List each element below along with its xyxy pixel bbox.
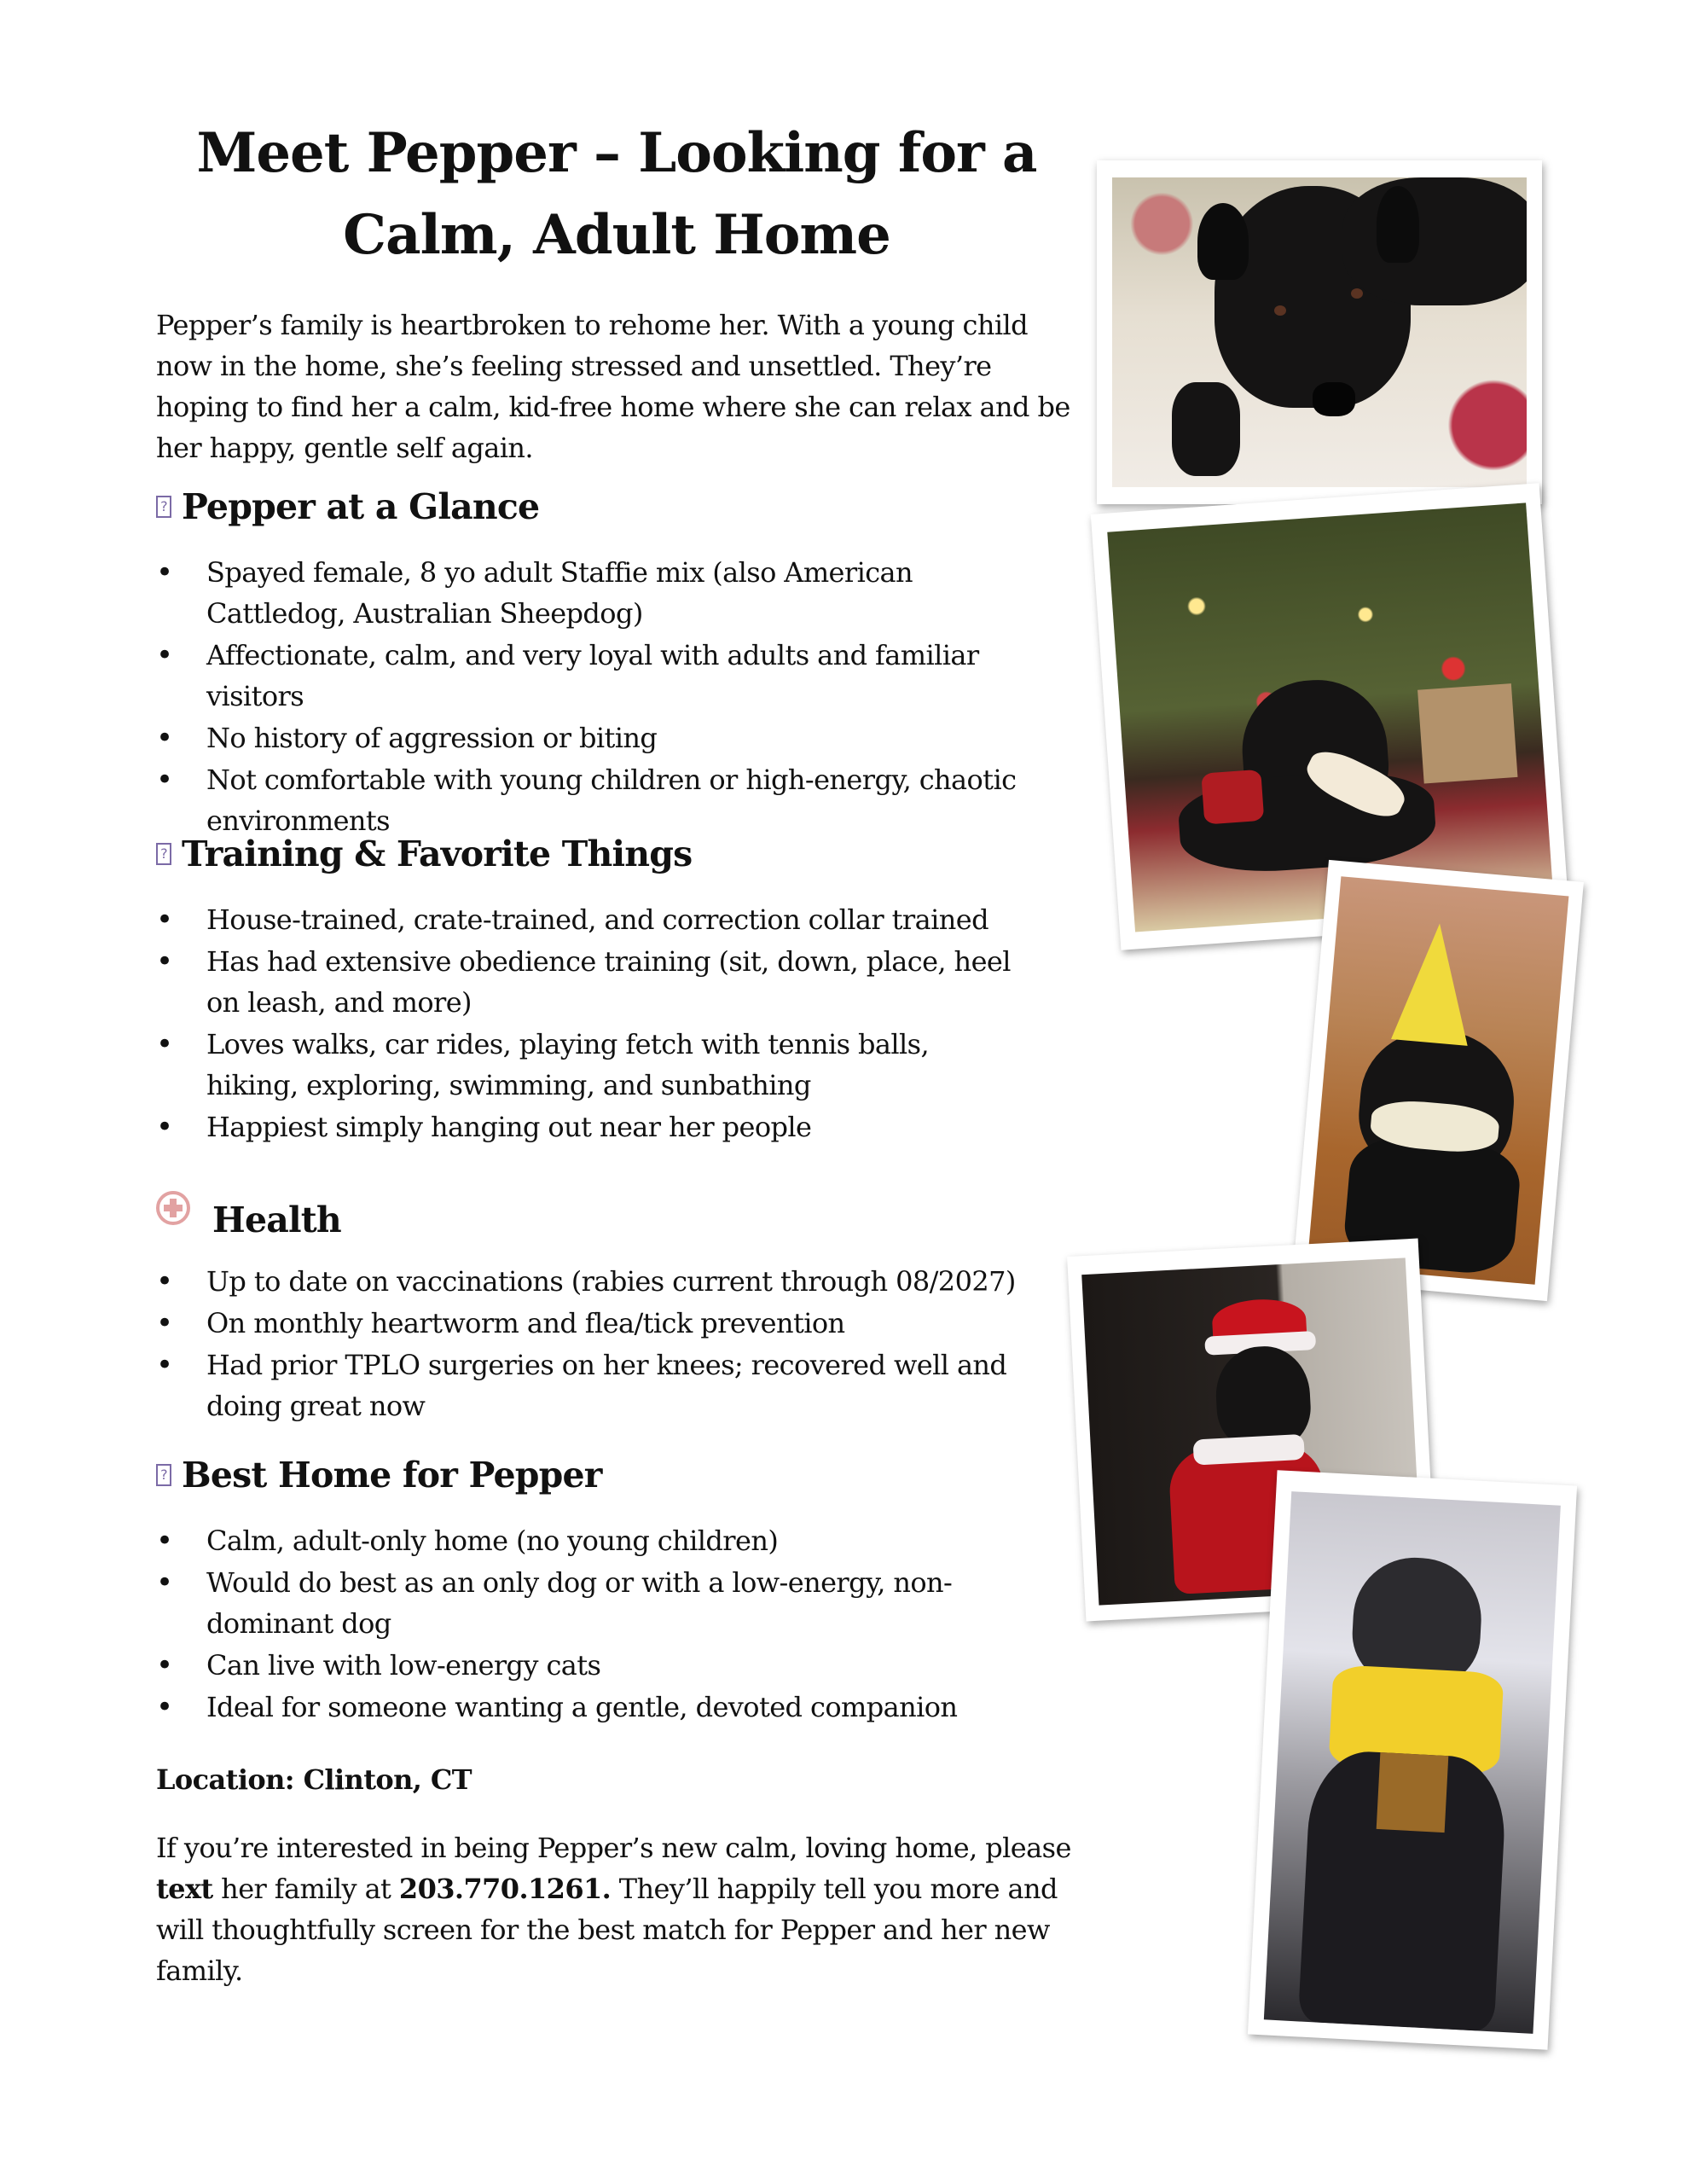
list-item: • Affectionate, calm, and very loyal with adults and familiar visitors <box>156 635 1043 717</box>
list-item: • Ideal for someone wanting a gentle, devoted companion <box>156 1687 1077 1728</box>
section-health <box>156 1186 1086 1427</box>
photo-1 <box>1097 160 1542 504</box>
list-item: • Happiest simply hanging out near her people <box>156 1107 1017 1147</box>
title-line-2: Calm, Adult Home <box>343 203 890 267</box>
section-training <box>156 830 1086 1148</box>
photo-3 <box>1292 860 1584 1301</box>
section-best-home <box>156 1451 1086 1728</box>
list-item: • No history of aggression or biting <box>156 717 1043 758</box>
missing-glyph-icon: ? <box>156 843 171 865</box>
list-item: • Would do best as an only dog or with a low-energy, non-dominant dog <box>156 1562 1077 1644</box>
section-at-a-glance <box>156 483 1086 842</box>
text-emphasis: text <box>156 1873 213 1905</box>
title-line-1: Meet Pepper – Looking for a <box>196 121 1037 185</box>
medical-cross-icon <box>156 1191 190 1225</box>
intro-paragraph: Pepper’s family is heartbroken to rehome her. With a young child now in the home, she’s feeling stressed and unsettled. They’re hoping to find her a calm, kid-free home where she can relax and be her happy, gentle self again. <box>156 309 1070 464</box>
page-title <box>156 113 1077 276</box>
list-item: • Loves walks, car rides, playing fetch with tennis balls, hiking, exploring, swimming, and sunbathing <box>156 1024 1017 1106</box>
list-item: • Calm, adult-only home (no young children) <box>156 1520 1077 1561</box>
list-item: • Not comfortable with young children or high-energy, chaotic environments <box>156 759 1043 841</box>
list-item: • Can live with low-energy cats <box>156 1645 1077 1686</box>
phone-number[interactable]: 203.770.1261. <box>398 1873 612 1905</box>
section-heading: ? Training & Favorite Things <box>156 830 1086 878</box>
location-label: Location: Clinton, CT <box>156 1763 472 1796</box>
list-item: • House-trained, crate-trained, and correction collar trained <box>156 899 1017 940</box>
section-heading: ? Pepper at a Glance <box>156 483 1086 531</box>
contact-paragraph: If you’re interested in being Pepper’s new calm, loving home, please text her family at 203.770.1261. They’ll happily tell you more and will thoughtfully screen for the best match for Pepper and her new family. <box>156 1832 1071 1987</box>
section-heading: ? Best Home for Pepper <box>156 1451 1086 1499</box>
list-item: • Up to date on vaccinations (rabies current through 08/2027) <box>156 1261 1069 1302</box>
list-item: • Has had extensive obedience training (sit, down, place, heel on leash, and more) <box>156 941 1017 1023</box>
missing-glyph-icon: ? <box>156 496 171 518</box>
list-item: • Spayed female, 8 yo adult Staffie mix (also American Cattledog, Australian Sheepdog) <box>156 552 1043 634</box>
photo-5 <box>1248 1470 1577 2050</box>
section-heading: Health <box>156 1186 1086 1244</box>
missing-glyph-icon: ? <box>156 1464 171 1486</box>
list-item: • On monthly heartworm and flea/tick prevention <box>156 1303 1069 1344</box>
list-item: • Had prior TPLO surgeries on her knees; recovered well and doing great now <box>156 1345 1069 1426</box>
